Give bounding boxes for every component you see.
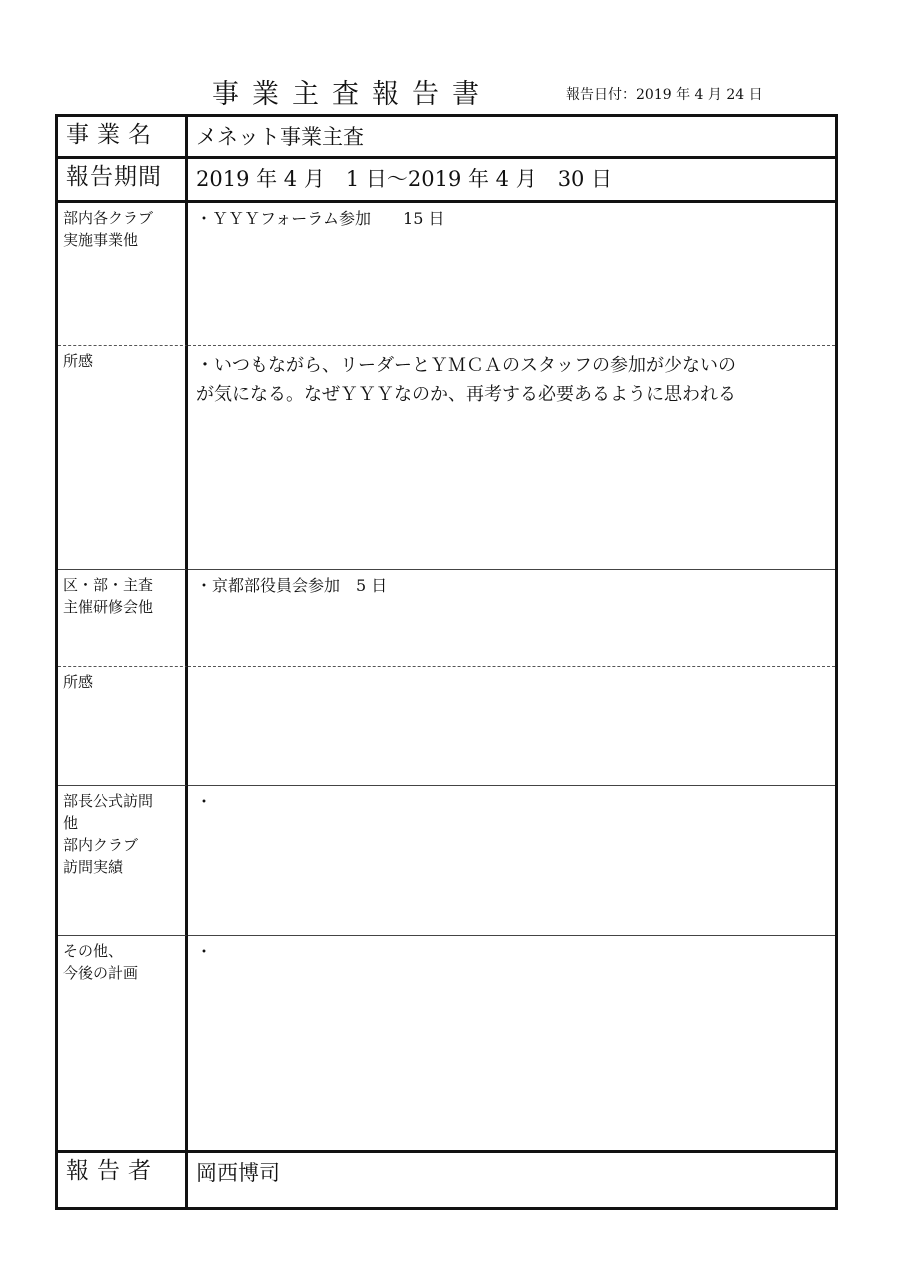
club-events-value: ・ＹＹＹフォーラム参加 15 日 [188, 203, 835, 346]
other-plans-label [58, 936, 188, 1153]
official-visits-label [58, 786, 188, 936]
period-value: 2019 年 4 月 1 日～2019 年 4 月 30 日 [188, 159, 835, 203]
club-impressions-label: 所感 [58, 346, 188, 570]
official-visits-value: ・ [188, 786, 835, 936]
label-line: 部長公式訪問 [63, 792, 154, 810]
reporter-label: 報告者 [58, 1153, 188, 1207]
label-line: 今後の計画 [63, 964, 139, 982]
impression-line: ・いつもながら、リーダーとＹＭＣＡのスタッフの参加が少ないの [196, 355, 736, 376]
report-date: 報告日付：2019 年 4 月 24 日 [566, 87, 763, 103]
district-events-label [58, 570, 188, 667]
report-form-table [55, 114, 838, 1210]
district-impressions-value [188, 667, 835, 786]
other-plans-value: ・ [188, 936, 835, 1153]
label-line: 部内各クラブ [63, 209, 154, 227]
period-label: 報告期間 [58, 159, 188, 203]
district-impressions-label: 所感 [58, 667, 188, 786]
label-line: その他、 [63, 942, 124, 960]
label-line: 訪問実績 [63, 858, 124, 876]
label-line: 部内クラブ [63, 836, 139, 854]
report-title: 事業主査報告書 [212, 79, 492, 110]
label-line: 実施事業他 [63, 231, 139, 249]
impression-line: が気になる。なぜＹＹＹなのか、再考する必要あるように思われる [196, 384, 736, 405]
label-line: 主催研修会他 [63, 598, 154, 616]
label-line: 区・部・主査 [63, 576, 154, 594]
label-line: 他 [63, 814, 79, 832]
project-name-value: メネット事業主査 [188, 117, 835, 159]
district-events-value: ・京都部役員会参加 5 日 [188, 570, 835, 667]
club-impressions-value [188, 346, 835, 570]
project-name-label: 事業名 [58, 117, 188, 159]
reporter-value: 岡西博司 [196, 1161, 280, 1185]
club-events-label [58, 203, 188, 346]
